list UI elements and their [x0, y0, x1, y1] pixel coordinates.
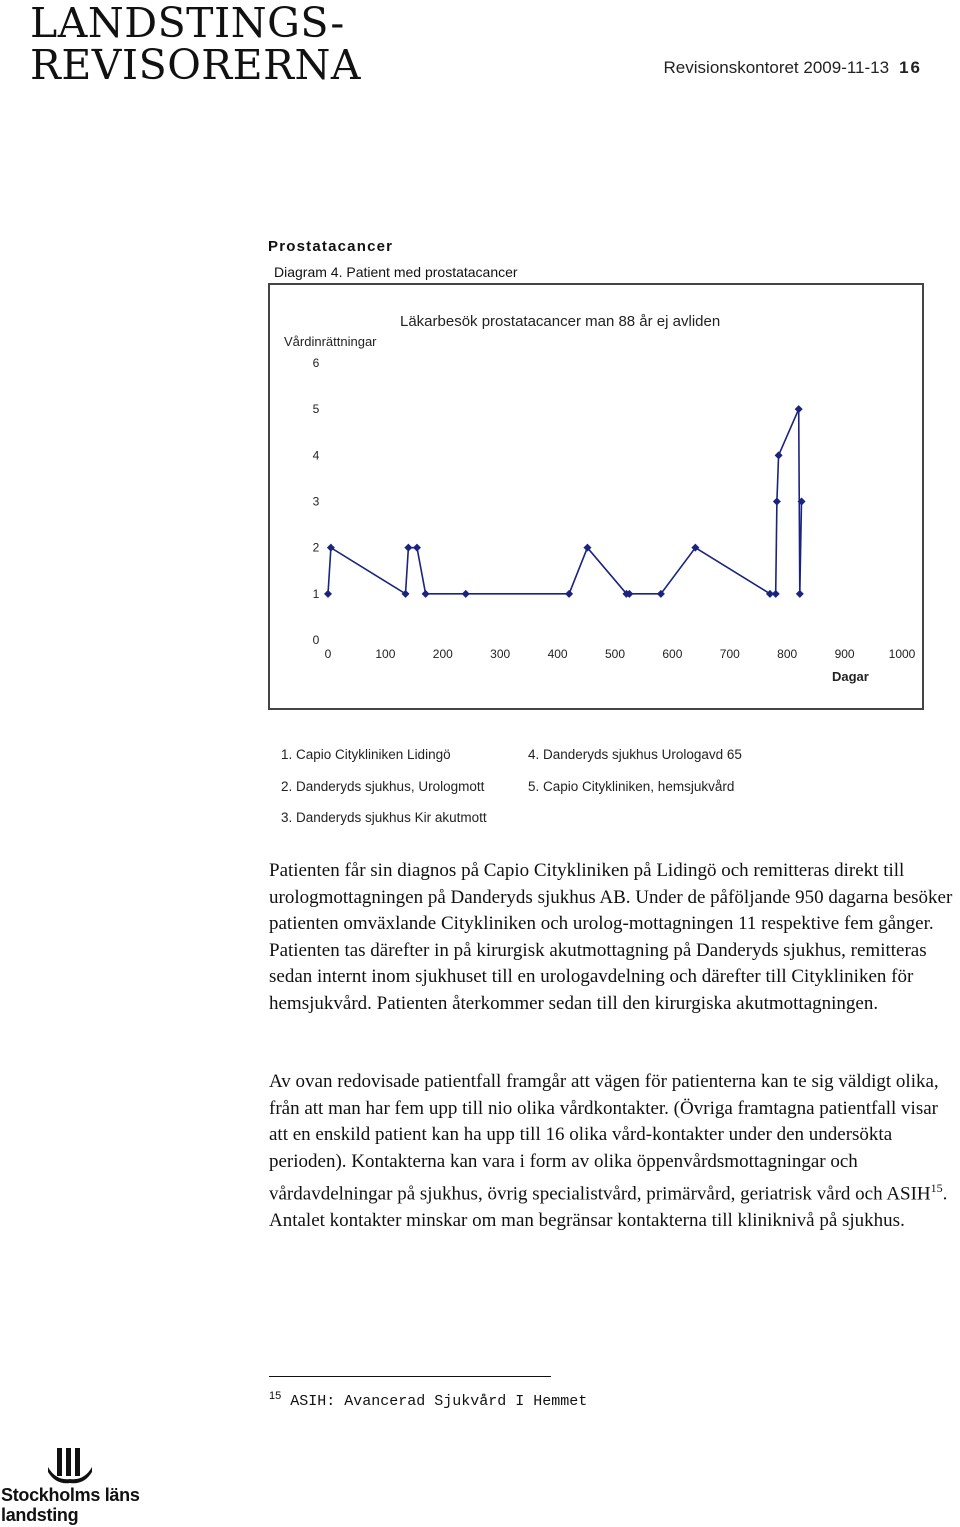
sll-logo-line-1: Stockholms läns — [1, 1485, 140, 1505]
y-tick-label: 1 — [312, 586, 320, 601]
office-date: Revisionskontoret 2009-11-13 — [663, 58, 890, 77]
x-tick-label: 800 — [777, 647, 798, 661]
x-tick-label: 900 — [834, 647, 855, 661]
data-point — [401, 590, 409, 598]
logo-line-2: REVISORERNA — [30, 41, 361, 89]
line-chart — [270, 285, 922, 708]
landstingsrevisorerna-logo — [30, 0, 361, 89]
series-line — [328, 409, 802, 594]
data-point — [773, 498, 781, 506]
y-tick-label: 3 — [312, 494, 320, 509]
paragraph-2-text — [269, 1069, 959, 1234]
y-tick-label: 0 — [312, 633, 320, 647]
legend-item-4: 4. Danderyds sjukhus Urologavd 65 — [528, 747, 742, 762]
footnote-divider — [269, 1376, 551, 1377]
section-title: Prostatacancer — [268, 238, 394, 255]
diagram-caption: Diagram 4. Patient med prostatacancer — [274, 264, 518, 280]
page-number: 16 — [899, 58, 922, 77]
data-point — [772, 590, 780, 598]
data-point — [327, 544, 335, 552]
data-point — [796, 590, 804, 598]
data-point — [404, 544, 412, 552]
sll-logo-text — [1, 1485, 140, 1525]
x-tick-label: 200 — [432, 647, 453, 661]
footnote-text: ASIH: Avancerad Sjukvård I Hemmet — [290, 1393, 588, 1410]
x-tick-label: 300 — [490, 647, 511, 661]
x-tick-label: 600 — [662, 647, 683, 661]
legend-item-3: 3. Danderyds sjukhus Kir akutmott — [281, 810, 487, 825]
x-tick-label: 400 — [547, 647, 568, 661]
x-tick-label: 0 — [324, 647, 332, 661]
data-point — [775, 451, 783, 459]
body-paragraph-2 — [269, 1069, 959, 1234]
chart-frame — [268, 283, 924, 710]
x-tick-label: 700 — [719, 647, 740, 661]
y-tick-label: 2 — [312, 540, 320, 555]
paragraph-2-part-2: . Antalet kontakter minskar om man begränsar kontakterna till kliniknivå på sjukhus. — [269, 1183, 948, 1231]
footnote-number: 15 — [269, 1390, 282, 1402]
x-tick-label: 500 — [604, 647, 626, 661]
y-axis-label: Vårdinrättningar — [284, 334, 377, 349]
x-tick-label: 1000 — [888, 647, 916, 661]
paragraph-1-text: Patienten får sin diagnos på Capio Citykliniken på Lidingö och remitteras direkt till urologmottagningen på Danderyds sjukhus AB. Under de påföljande 950 dagarna besöker patienten omväxlande Citykliniken och urolog-mottagningen 11 respektive fem gånger. Patienten tas därefter in på kirurgisk akutmottagning på Danderyds sjukhus, remitteras sedan internt inom sjukhuset till en urologavdelning och därefter till Citykliniken för hemsjukvård. Patienten återkommer sedan till den kirurgiska akutmottagningen. — [269, 860, 953, 1014]
x-axis-label: Dagar — [832, 669, 869, 684]
y-tick-label: 4 — [312, 448, 320, 463]
sll-logo-line-2: landsting — [1, 1505, 79, 1525]
page-header — [664, 58, 922, 78]
data-point — [324, 590, 332, 598]
data-point — [565, 590, 573, 598]
footnote — [269, 1390, 587, 1410]
legend-item-2: 2. Danderyds sjukhus, Urologmott — [281, 779, 485, 794]
data-point — [422, 590, 430, 598]
legend-item-1: 1. Capio Citykliniken Lidingö — [281, 747, 451, 762]
logo-line-1: LANDSTINGS- — [30, 0, 345, 47]
paragraph-2-part-1: Av ovan redovisade patientfall framgår att vägen för patienterna kan te sig väldigt olika, från att man har fem upp till nio olika vårdkontakter. (Övriga framtagna patientfall visar att en enskild patient kan ha upp till 16 olika vård-kontakter under den undersökta perioden). Kontakterna kan vara i form av olika öppenvårdsmottagningar och vårdavdelningar på sjukhus, övrig specialistvård, primärvård, geriatrisk vård och ASIH — [269, 1071, 939, 1205]
y-tick-label: 6 — [312, 356, 320, 370]
chart-title: Läkarbesök prostatacancer man 88 år ej avliden — [400, 313, 721, 330]
data-point — [413, 544, 421, 552]
legend-item-5: 5. Capio Citykliniken, hemsjukvård — [528, 779, 735, 794]
data-point — [795, 405, 803, 413]
footnote-reference[interactable]: 15 — [930, 1181, 943, 1195]
body-paragraph-1 — [269, 858, 959, 1017]
x-tick-label: 100 — [375, 647, 396, 661]
data-point — [462, 590, 470, 598]
y-tick-label: 5 — [312, 402, 320, 417]
stockholms-lans-landsting-logo-icon — [0, 1445, 150, 1485]
